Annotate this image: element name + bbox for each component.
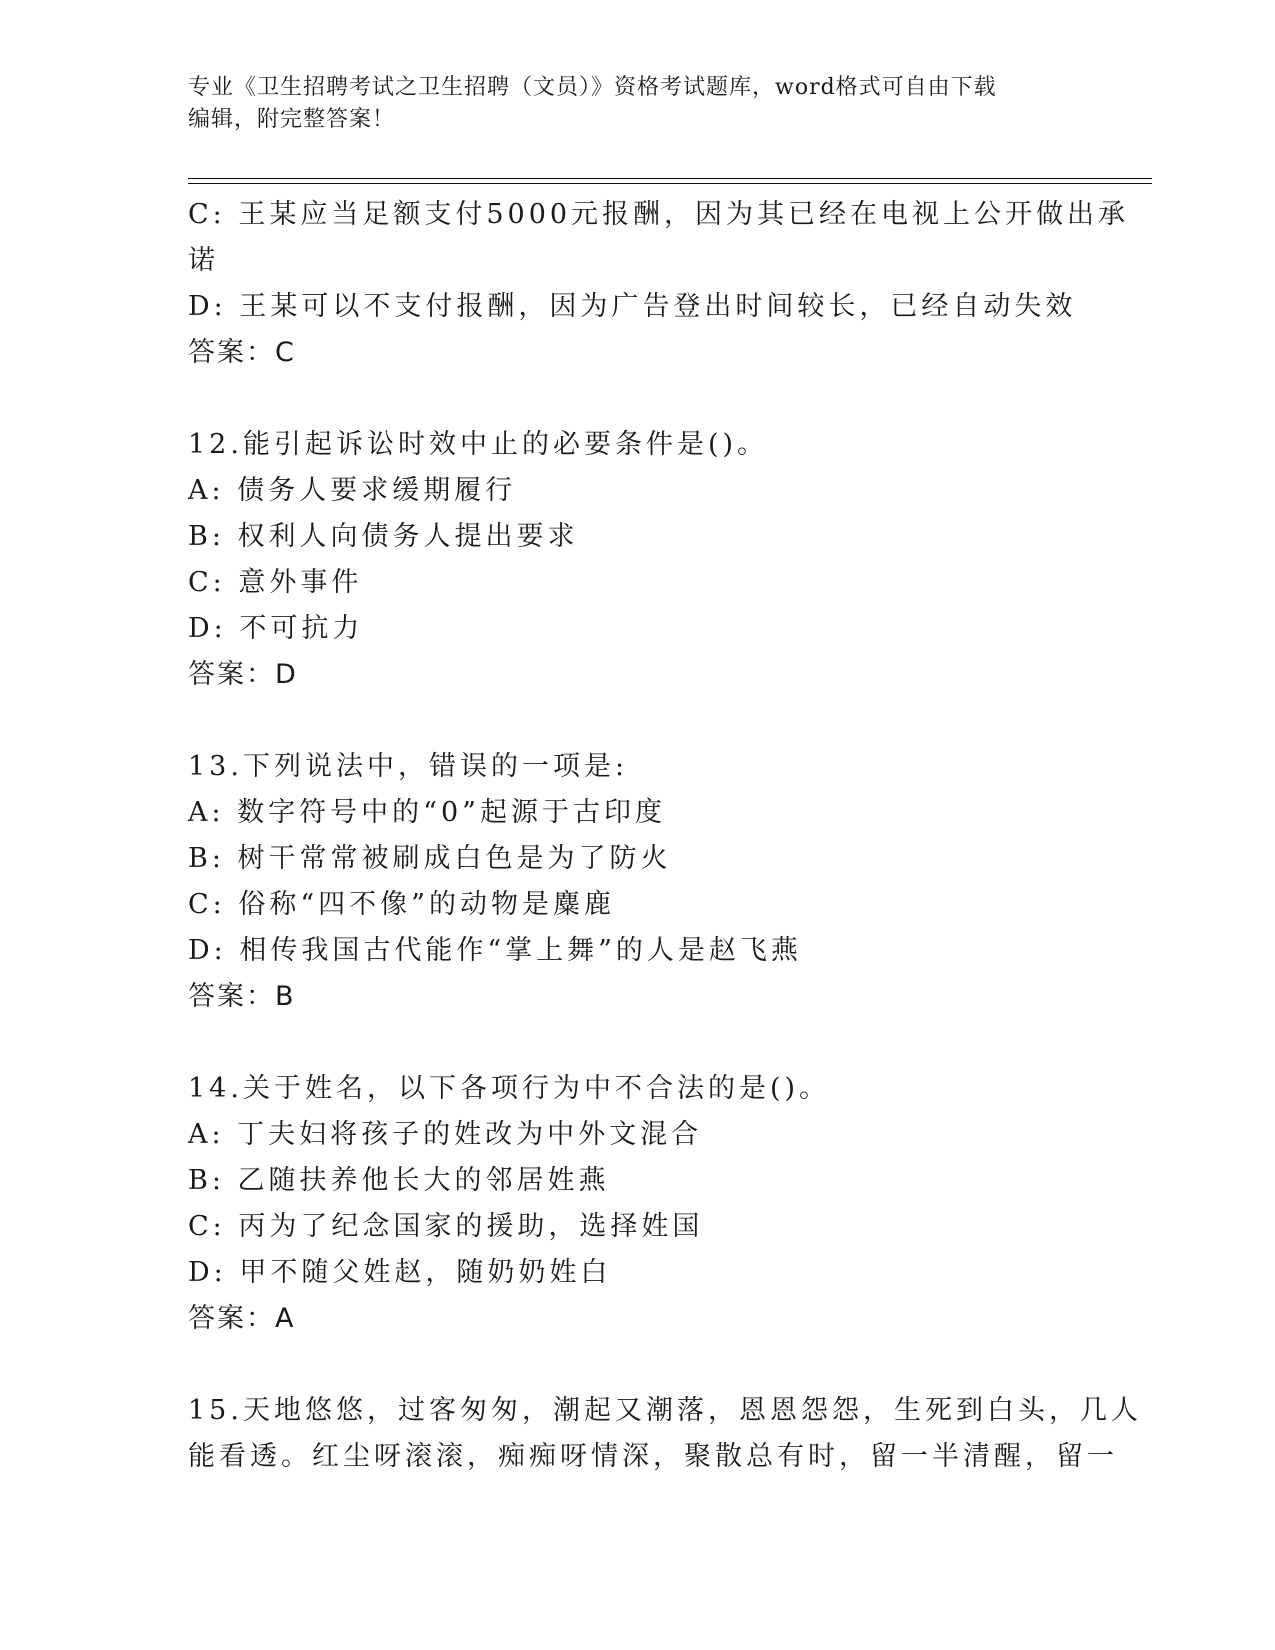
question-12-option-b: B: 权利人向债务人提出要求	[188, 521, 579, 552]
spacer	[188, 376, 1088, 422]
question-13-option-a: A: 数字符号中的“0”起源于古印度	[188, 797, 666, 828]
question-13-stem: 13.下列说法中，错误的一项是:	[188, 751, 629, 782]
question-13-option-d: D: 相传我国古代能作“掌上舞”的人是赵飞燕	[188, 935, 802, 966]
spacer	[188, 1020, 1088, 1066]
answer-14: 答案：A	[188, 1303, 296, 1334]
document-header	[188, 72, 1088, 136]
question-14-option-d: D: 甲不随父姓赵，随奶奶姓白	[188, 1257, 612, 1288]
option-c-line-1: C: 王某应当足额支付5000元报酬，因为其已经在电视上公开做出承	[188, 199, 1130, 230]
question-15-stem-line-1: 15.天地悠悠，过客匆匆，潮起又潮落，恩恩怨怨，生死到白头，几人	[188, 1395, 1142, 1426]
answer-11: 答案：C	[188, 337, 296, 368]
header-line-1: 专业《卫生招聘考试之卫生招聘（文员）》资格考试题库，word格式可自由下载	[188, 75, 997, 100]
option-d: D: 王某可以不支付报酬，因为广告登出时间较长，已经自动失效	[188, 291, 1077, 322]
question-14-option-a: A: 丁夫妇将孩子的姓改为中外文混合	[188, 1119, 703, 1150]
question-12-option-d: D: 不可抗力	[188, 613, 364, 644]
question-14-option-b: B: 乙随扶养他长大的邻居姓燕	[188, 1165, 610, 1196]
question-15-stem-line-2: 能看透。红尘呀滚滚，痴痴呀情深，聚散总有时，留一半清醒，留一	[188, 1441, 1118, 1472]
question-12-stem: 12.能引起诉讼时效中止的必要条件是()。	[188, 429, 769, 460]
question-13-option-b: B: 树干常常被刷成白色是为了防火	[188, 843, 672, 874]
answer-12: 答案：D	[188, 659, 298, 690]
question-14-stem: 14.关于姓名，以下各项行为中不合法的是()。	[188, 1073, 831, 1104]
header-divider-top	[188, 178, 1152, 179]
question-content	[188, 192, 1142, 1480]
spacer	[188, 698, 1088, 744]
question-12-option-c: C: 意外事件	[188, 567, 363, 598]
question-13-option-c: C: 俗称“四不像”的动物是麋鹿	[188, 889, 615, 920]
spacer	[188, 1342, 1088, 1388]
header-line-2: 编辑，附完整答案！	[188, 107, 396, 132]
option-c-line-2: 诺	[188, 245, 219, 276]
answer-13: 答案：B	[188, 981, 296, 1012]
question-14-option-c: C: 丙为了纪念国家的援助，选择姓国	[188, 1211, 704, 1242]
header-divider-bottom	[188, 183, 1152, 184]
question-12-option-a: A: 债务人要求缓期履行	[188, 475, 517, 506]
